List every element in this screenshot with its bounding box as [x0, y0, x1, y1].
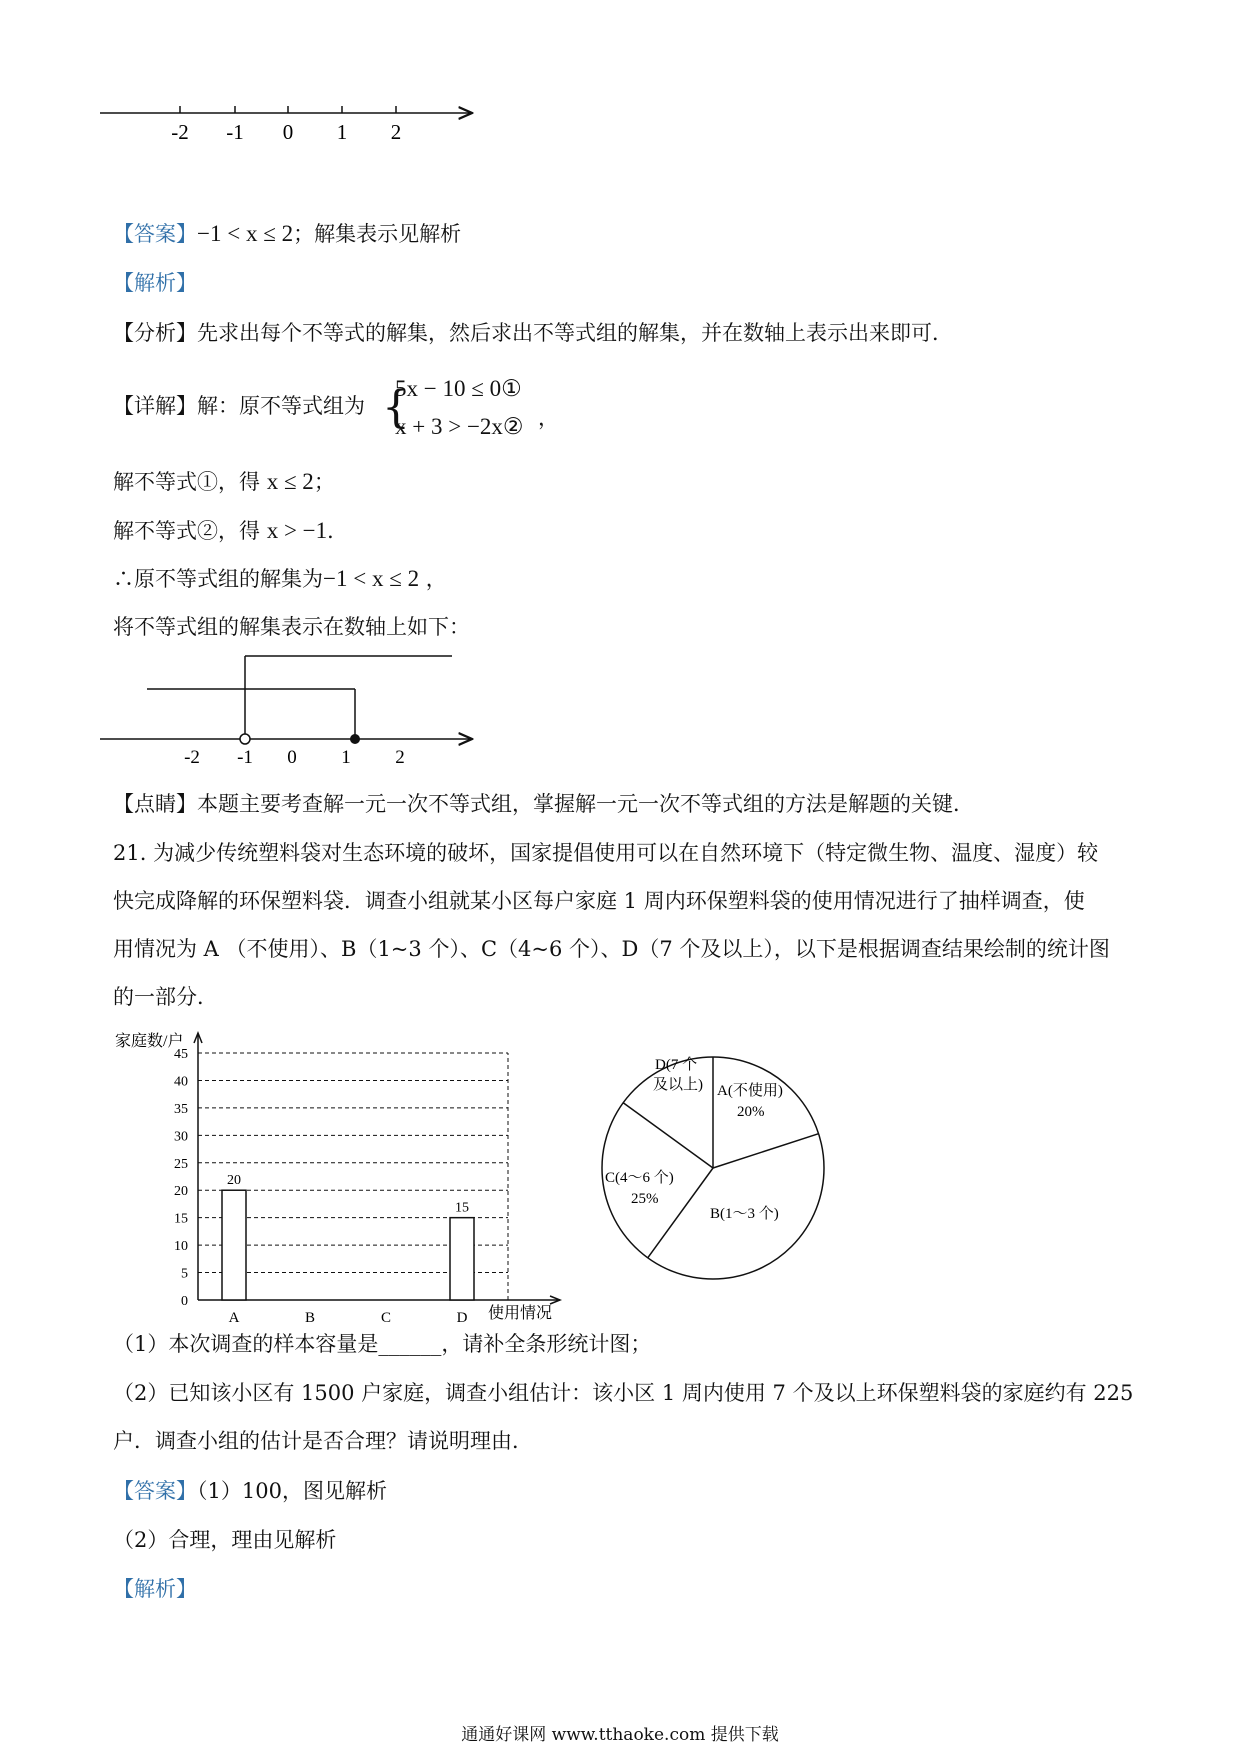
- y-tick-label: 30: [174, 1129, 188, 1145]
- y-axis-label: 家庭数/户: [115, 1033, 184, 1050]
- bar-chart: [110, 1028, 570, 1328]
- sub-question-1: （1）本次调查的样本容量是______，请补全条形统计图；: [113, 1332, 652, 1356]
- answer-line-2: [113, 1476, 387, 1506]
- dianjing-line: [113, 789, 974, 819]
- tick-label: 0: [287, 747, 297, 768]
- step-2: [113, 516, 348, 546]
- bar-a: [222, 1190, 246, 1300]
- fenxi-text: 先求出每个不等式的解集，然后求出不等式组的解集，并在数轴上表示出来即可．: [197, 321, 953, 345]
- y-tick-label: 25: [174, 1156, 188, 1172]
- y-tick-label: 40: [174, 1074, 188, 1090]
- question-21: [113, 829, 1133, 1021]
- y-tick-label: 5: [181, 1266, 188, 1282]
- answer-line-1: [113, 219, 461, 249]
- dianjing-text: 本题主要考查解一元一次不等式组，掌握解一元一次不等式组的方法是解题的关键．: [197, 792, 974, 816]
- sub-question-2b: 户．调查小组的估计是否合理？请说明理由．: [113, 1429, 533, 1453]
- answer-text-2: （1）100，图见解析: [197, 1479, 387, 1503]
- closed-point: [350, 734, 360, 744]
- x-axis-label: 使用情况: [488, 1305, 553, 1322]
- xiangjie-tag: 【详解】: [113, 394, 197, 418]
- system-tail: ，: [538, 406, 559, 430]
- q21-line-4: 的一部分．: [113, 985, 218, 1009]
- x-tick-label: D: [456, 1310, 468, 1326]
- bar-value-label: 15: [455, 1200, 469, 1216]
- pie-label-a: A(不使用): [717, 1083, 783, 1099]
- bar-d: [450, 1218, 474, 1300]
- answer-text: ；解集表示见解析: [293, 222, 462, 246]
- step-2-math: x > −1: [266, 518, 328, 543]
- step-1-math: x ≤ 2: [266, 469, 314, 494]
- y-tick-label: 45: [174, 1047, 188, 1062]
- tick-label: -1: [226, 120, 244, 144]
- pie-label-d-line1: D(7 个: [655, 1057, 698, 1073]
- tick-label: 2: [395, 747, 405, 768]
- answer-tag: 【答案】: [113, 222, 197, 246]
- step-4: 将不等式组的解集表示在数轴上如下：: [113, 615, 470, 639]
- fenxi-line: [113, 318, 953, 348]
- pie-label-c-percent: 25%: [631, 1191, 659, 1207]
- jiexi-tag-1: 【解析】: [113, 271, 197, 295]
- q21-line-2: 快完成降解的环保塑料袋．调查小组就某小区每户家庭 1 周内环保塑料袋的使用情况进行了抽样调查，使: [113, 889, 1085, 913]
- x-tick-label: C: [380, 1310, 392, 1326]
- step-3-tail: ，: [419, 567, 447, 591]
- step-2-text: 解不等式②，得: [113, 519, 267, 543]
- xiangjie-line: [113, 391, 365, 421]
- answer-math: −1 < x ≤ 2: [197, 221, 294, 246]
- tick-label: 0: [282, 120, 294, 144]
- y-tick-label: 10: [174, 1239, 188, 1255]
- pie-label-c: C(4～6 个): [605, 1170, 674, 1186]
- step-3-math: −1 < x ≤ 2: [323, 566, 420, 591]
- tick-label: -2: [184, 747, 200, 768]
- q21-line-3: 用情况为 A （不使用）、B（1~3 个）、C（4~6 个）、D（7 个及以上），以下是根据调查结果绘制的统计图: [113, 937, 1110, 961]
- dianjing-tag: 【点睛】: [113, 792, 197, 816]
- step-1: [113, 467, 335, 497]
- equation-1: 5x − 10 ≤ 0①: [395, 376, 522, 401]
- footer: 通通好课网 www.tthaoke.com 提供下载: [461, 1725, 779, 1745]
- pie-label-b: B(1～3 个): [710, 1206, 779, 1222]
- pie-label-d-line2: 及以上): [653, 1077, 703, 1093]
- xiangjie-text: 解：原不等式组为: [197, 394, 365, 418]
- x-tick-label: B: [304, 1310, 316, 1326]
- jiexi-tag-2: 【解析】: [113, 1577, 197, 1601]
- step-3-text: ∴原不等式组的解集为: [113, 567, 323, 591]
- step-1-tail: ；: [313, 470, 335, 494]
- bar-value-label: 20: [227, 1173, 241, 1189]
- step-2-tail: ．: [327, 519, 349, 543]
- number-line-1: [100, 95, 500, 145]
- tick-label: 2: [390, 120, 402, 144]
- answer-line-2b: （2）合理，理由见解析: [113, 1528, 337, 1552]
- tick-label: 1: [336, 120, 348, 144]
- sub-question-2a: （2）已知该小区有 1500 户家庭，调查小组估计：该小区 1 周内使用 7 个及以上环保塑料袋的家庭约有 225: [113, 1381, 1134, 1405]
- x-tick-label: A: [228, 1310, 240, 1326]
- equation-system: [395, 370, 524, 446]
- step-3: [113, 564, 447, 594]
- pie-label-a-percent: 20%: [737, 1104, 765, 1120]
- open-point: [240, 734, 250, 744]
- tick-label: 1: [341, 747, 351, 768]
- answer-tag-2: 【答案】: [113, 1479, 197, 1503]
- tick-label: -2: [171, 120, 189, 144]
- equation-2: x + 3 > −2x②: [395, 414, 524, 439]
- tick-label: -1: [237, 747, 253, 768]
- q21-line-1: 21. 为减少传统塑料袋对生态环境的破坏，国家提倡使用可以在自然环境下（特定微生物、温度、湿度）较: [113, 841, 1099, 865]
- y-tick-label: 35: [174, 1101, 188, 1117]
- y-tick-label: 15: [174, 1211, 188, 1227]
- fenxi-tag: 【分析】: [113, 321, 197, 345]
- pie-chart: [595, 1035, 845, 1295]
- brace: {: [382, 382, 410, 433]
- y-tick-label: 0: [181, 1294, 188, 1309]
- number-line-2: [100, 650, 490, 770]
- step-1-text: 解不等式①，得: [113, 470, 267, 494]
- y-tick-label: 20: [174, 1184, 188, 1200]
